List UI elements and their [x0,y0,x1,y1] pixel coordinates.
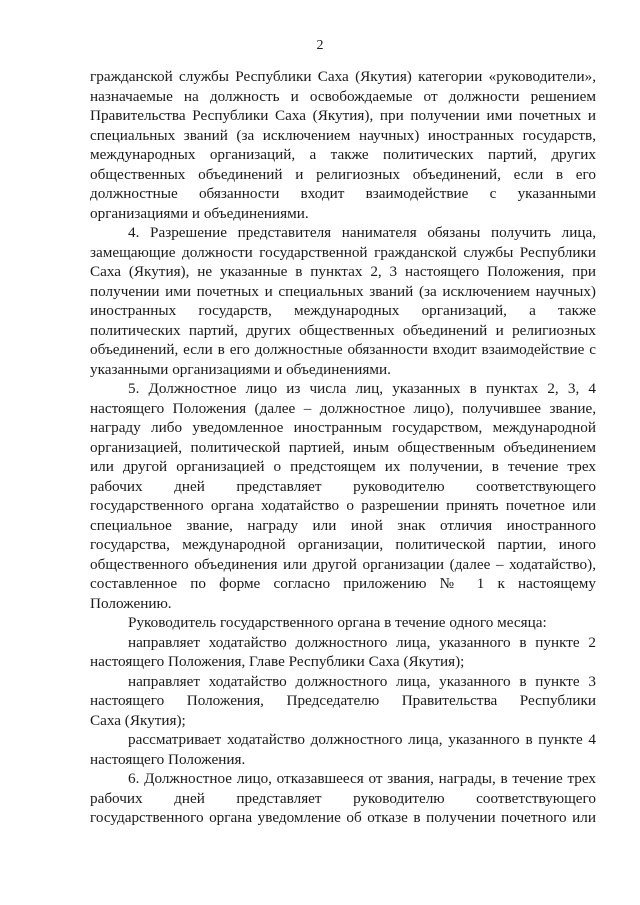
text-line: получении ими почетных и специальных званий (за исключением научных) [90,282,596,300]
paragraph [90,769,596,828]
page-number: 2 [316,38,324,53]
text-line: Саха (Якутия); [90,711,186,729]
text-line: 6. Должностное лицо, отказавшееся от звания, награды, в течение трех [128,770,596,787]
text-line: рабочих дней представляет руководителю соответствующего [90,477,596,495]
text-line: настоящего Положения, Главе Республики Саха (Якутия); [90,653,465,670]
paragraph [90,730,596,769]
paragraph [90,223,596,379]
text-line: государства, международной организации, политической партии, иного [90,536,596,553]
text-line: направляет ходатайство должностного лица, указанного в пункте 3 [128,672,596,690]
text-line: специальное звание, награду или иной знак отличия иностранного [90,516,596,534]
document-body [90,67,596,828]
text-line: Саха (Якутия), не указанные в пунктах 2, 3 настоящего Положения, при [90,263,596,280]
text-line: замещающие должности государственной гражданской службы Республики [90,243,596,261]
text-line: международных организаций, а также политических партий, других [90,146,596,163]
text-line: указанными организациями и объединениями. [90,360,391,378]
text-line: назначаемые на должность и освобождаемые от должности решением [90,87,596,105]
text-line: 4. Разрешение представителя нанимателя обязаны получить лица, [128,224,596,241]
paragraph [90,613,596,633]
paragraph [90,67,596,223]
text-line: награду либо уведомленное иностранным государством, международной [90,419,596,436]
text-line: составленное по форме согласно приложению № 1 к настоящему [90,575,596,592]
text-line: рабочих дней представляет руководителю соответствующего [90,789,596,807]
text-line: направляет ходатайство должностного лица, указанного в пункте 2 [128,633,596,651]
paragraph [90,379,596,613]
text-line: 5. Должностное лицо из числа лиц, указанных в пунктах 2, 3, 4 [128,380,596,397]
text-line: государственного органа уведомление об отказе в получении почетного или [90,809,596,826]
text-line: государственного органа ходатайство о разрешении принять почетное или [90,497,596,514]
text-line: общественных объединений и религиозных объединений, если в его [90,165,596,183]
text-line: общественного объединения или другой организации (далее – ходатайство), [90,555,596,573]
text-line: настоящего Положения. [90,750,246,768]
text-line: политических партий, других общественных объединений и религиозных [90,321,596,339]
text-line: организацией, политической партией, иным общественным объединением [90,438,596,456]
text-line: рассматривает ходатайство должностного лица, указанного в пункте 4 [128,731,596,748]
text-line: настоящего Положения (далее – должностное лицо), получившее звание, [90,399,596,417]
text-line: гражданской службы Республики Саха (Якутия) категории «руководители», [90,68,596,85]
text-line: организациями и объединениями. [90,204,309,222]
text-line: должностные обязанности входит взаимодействие с указанными [90,185,596,202]
text-line: Положению. [90,594,172,612]
text-line: объединений, если в его должностные обязанности входит взаимодействие с [90,341,596,358]
text-line: специальных званий (за исключением научных) иностранных государств, [90,126,596,144]
text-line: или другой организацией о предстоящем их получении, в течение трех [90,458,596,475]
text-line: Руководитель государственного органа в течение одного месяца: [128,614,547,631]
paragraph [90,672,596,731]
text-line: Правительства Республики Саха (Якутия), при получении ими почетных и [90,107,596,124]
text-line: иностранных государств, международных организаций, а также [90,302,596,319]
text-line: настоящего Положения, Председателю Правительства Республики [90,692,596,709]
paragraph [90,633,596,672]
